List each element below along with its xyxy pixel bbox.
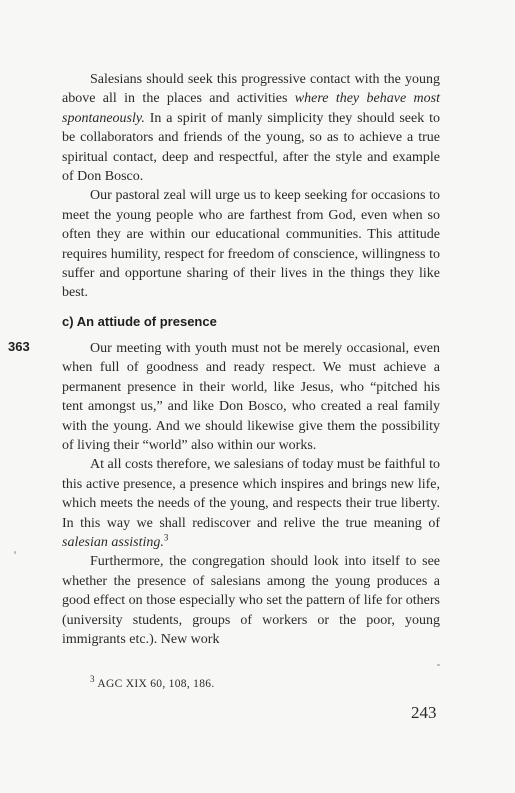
section-text-block — [62, 339, 440, 650]
footnote-reference: 3 — [163, 532, 169, 543]
page-number: 243 — [411, 703, 437, 722]
opening-text-block — [62, 70, 440, 303]
paper-speck — [14, 551, 16, 554]
paragraph: Furthermore, the congregation should look into itself to see whether the presence of salesians among the young produces a good effect on those especially who set the pattern of life for others (university students, groups of workers or the poor, young immigrants etc.). New work — [62, 554, 440, 648]
paragraph: Salesians should seek this progressive contact with the young above all in the places and activities where they behave most spontaneously. In a spirit of manly simplicity they should seek to be collaborators and friends of the young, so as to achieve a true spiritual contact, deep and respectful, after the style and example of Don Bosco. — [62, 72, 440, 185]
footnote — [90, 674, 215, 690]
paper-speck — [437, 664, 440, 666]
paragraph: At all costs therefore, we salesians of today must be faithful to this active presence, a presence which inspires and brings new life, which meets the needs of the young, and respects their true liberty. In this way we shall rediscover and relive the true meaning of salesian assisting.$^3$ — [62, 457, 440, 551]
paragraph: Our meeting with youth must not be merely occasional, even when full of goodness and ready respect. We must achieve a permanent presence in their world, like Jesus, who “pitched his tent amongst us,” and like Don Bosco, who created a real family with the young. And we should likewise give them the possibility of living their “world” also within our works. — [62, 341, 440, 454]
emphasis-text: where they behave most spontaneously. — [62, 91, 440, 126]
paragraph: Our pastoral zeal will urge us to keep seeking for occasions to meet the young people who are farthest from God, even when so often they are within our educational communities. This attitude requires humility, respect for freedom of conscience, willingness to suffer and opportune sharing of their lives in the things they like best. — [62, 188, 440, 301]
footnote-marker: 3 — [90, 674, 95, 685]
section-heading: c) An attiude of presence — [62, 314, 217, 329]
margin-paragraph-number: 363 — [8, 339, 30, 354]
emphasis-text: salesian assisting. — [62, 535, 164, 551]
footnote-text: AGC XIX 60, 108, 186. — [97, 678, 215, 690]
